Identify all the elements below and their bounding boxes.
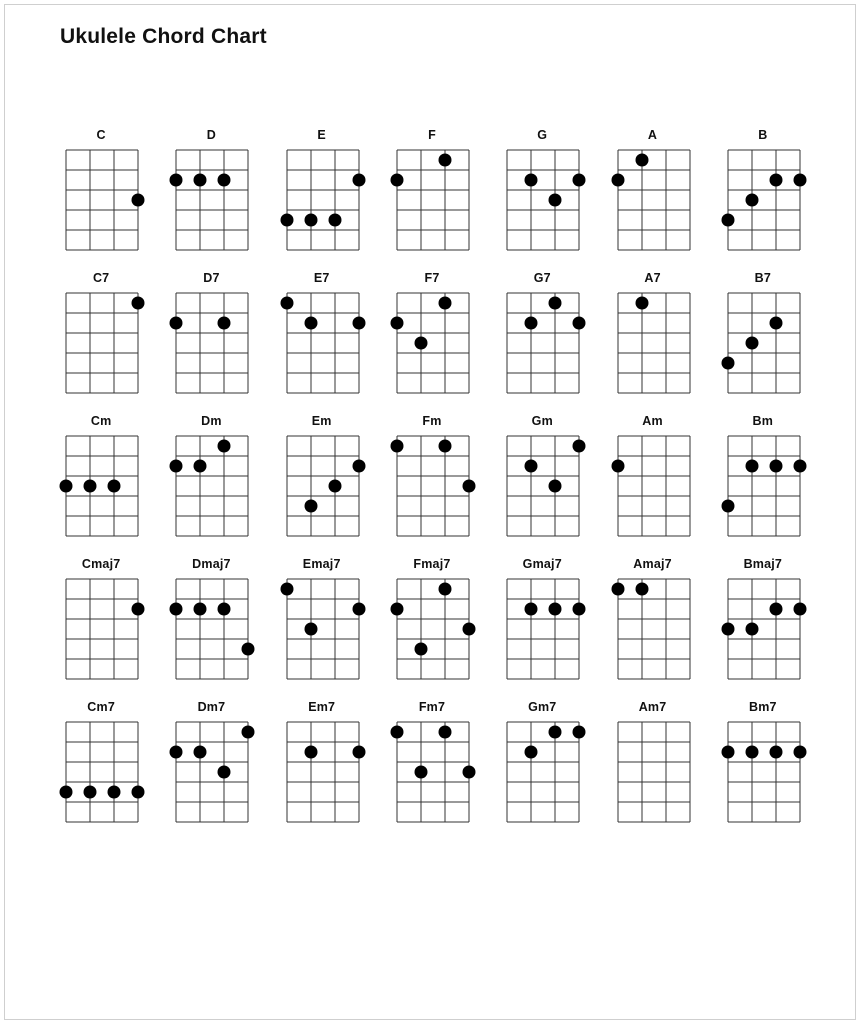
fretboard-lines xyxy=(506,435,580,537)
chord-name: C xyxy=(96,128,106,142)
finger-dot xyxy=(328,214,341,227)
chord-name: Em7 xyxy=(308,700,336,714)
chord-name: Gm7 xyxy=(528,700,557,714)
chord-name: Bm7 xyxy=(748,700,777,714)
chord-diagram xyxy=(46,128,156,249)
fretboard-lines xyxy=(396,721,470,823)
chord-diagram xyxy=(267,557,377,678)
chord-diagram xyxy=(597,700,707,821)
finger-dot xyxy=(525,746,538,759)
chord-diagram xyxy=(267,128,377,249)
finger-dot xyxy=(769,174,782,187)
chord-row xyxy=(46,414,818,535)
fretboard xyxy=(727,578,799,678)
finger-dot xyxy=(793,603,806,616)
fretboard xyxy=(617,149,689,249)
finger-dot xyxy=(745,337,758,350)
fretboard-lines xyxy=(617,149,691,251)
finger-dot xyxy=(280,297,293,310)
finger-dot xyxy=(352,174,365,187)
finger-dot xyxy=(194,460,207,473)
finger-dot xyxy=(390,440,403,453)
fretboard-lines xyxy=(175,721,249,823)
finger-dot xyxy=(438,726,451,739)
chord-name: Bmaj7 xyxy=(743,557,783,571)
chord-name: Cmaj7 xyxy=(81,557,121,571)
fretboard xyxy=(506,578,578,678)
chord-name: Bm xyxy=(752,414,774,428)
chord-name: Cm xyxy=(90,414,112,428)
fretboard-lines xyxy=(175,435,249,537)
chord-name: Dm7 xyxy=(197,700,226,714)
finger-dot xyxy=(170,317,183,330)
fretboard xyxy=(65,149,137,249)
finger-dot xyxy=(304,746,317,759)
fretboard xyxy=(727,292,799,392)
finger-dot xyxy=(462,480,475,493)
chord-diagram xyxy=(597,557,707,678)
fretboard-lines xyxy=(727,292,801,394)
finger-dot xyxy=(573,174,586,187)
fretboard-lines xyxy=(175,292,249,394)
finger-dot xyxy=(525,460,538,473)
finger-dot xyxy=(611,460,624,473)
chord-diagram xyxy=(487,271,597,392)
chord-diagram xyxy=(156,700,266,821)
finger-dot xyxy=(242,726,255,739)
chord-name: Fm xyxy=(422,414,442,428)
finger-dot xyxy=(84,786,97,799)
finger-dot xyxy=(414,643,427,656)
chord-diagram xyxy=(267,271,377,392)
finger-dot xyxy=(390,726,403,739)
finger-dot xyxy=(745,460,758,473)
finger-dot xyxy=(721,357,734,370)
finger-dot xyxy=(438,440,451,453)
chord-diagram xyxy=(487,557,597,678)
chord-name: Emaj7 xyxy=(302,557,341,571)
chord-diagram xyxy=(156,557,266,678)
fretboard-lines xyxy=(506,292,580,394)
finger-dot xyxy=(769,603,782,616)
fretboard xyxy=(175,435,247,535)
finger-dot xyxy=(462,623,475,636)
fretboard xyxy=(175,292,247,392)
chord-name: Amaj7 xyxy=(633,557,672,571)
chord-diagram xyxy=(46,271,156,392)
chord-diagram xyxy=(708,557,818,678)
fretboard-lines xyxy=(65,435,139,537)
chord-diagram xyxy=(708,700,818,821)
fretboard-lines xyxy=(727,721,801,823)
finger-dot xyxy=(194,746,207,759)
finger-dot xyxy=(793,460,806,473)
chord-name: F7 xyxy=(424,271,440,285)
finger-dot xyxy=(132,297,145,310)
fretboard xyxy=(286,292,358,392)
chord-name: D xyxy=(206,128,217,142)
finger-dot xyxy=(745,623,758,636)
finger-dot xyxy=(414,766,427,779)
chord-name: E7 xyxy=(313,271,330,285)
finger-dot xyxy=(352,460,365,473)
finger-dot xyxy=(304,500,317,513)
finger-dot xyxy=(218,603,231,616)
fretboard xyxy=(65,292,137,392)
finger-dot xyxy=(280,583,293,596)
finger-dot xyxy=(573,440,586,453)
finger-dot xyxy=(132,194,145,207)
chord-row xyxy=(46,557,818,678)
fretboard xyxy=(506,292,578,392)
finger-dot xyxy=(218,766,231,779)
fretboard-lines xyxy=(727,435,801,537)
fretboard-lines xyxy=(617,721,691,823)
finger-dot xyxy=(194,174,207,187)
finger-dot xyxy=(170,603,183,616)
chord-name: B7 xyxy=(754,271,772,285)
finger-dot xyxy=(573,603,586,616)
fretboard xyxy=(175,721,247,821)
finger-dot xyxy=(218,440,231,453)
finger-dot xyxy=(390,317,403,330)
finger-dot xyxy=(194,603,207,616)
finger-dot xyxy=(573,726,586,739)
chord-name: Cm7 xyxy=(87,700,115,714)
finger-dot xyxy=(352,746,365,759)
fretboard xyxy=(617,292,689,392)
chord-name: Fmaj7 xyxy=(413,557,451,571)
chord-diagram xyxy=(156,414,266,535)
chord-diagram xyxy=(377,700,487,821)
chord-name: Em xyxy=(311,414,332,428)
chord-diagram xyxy=(708,414,818,535)
finger-dot xyxy=(414,337,427,350)
finger-dot xyxy=(611,583,624,596)
finger-dot xyxy=(549,726,562,739)
chord-diagram xyxy=(267,414,377,535)
fretboard-lines xyxy=(396,435,470,537)
fretboard xyxy=(396,149,468,249)
chord-diagram xyxy=(487,414,597,535)
fretboard xyxy=(617,721,689,821)
finger-dot xyxy=(549,603,562,616)
chord-name: Dmaj7 xyxy=(192,557,231,571)
finger-dot xyxy=(721,500,734,513)
chord-diagram xyxy=(487,700,597,821)
finger-dot xyxy=(721,623,734,636)
finger-dot xyxy=(721,746,734,759)
chord-diagram xyxy=(377,271,487,392)
finger-dot xyxy=(218,174,231,187)
finger-dot xyxy=(769,460,782,473)
fretboard xyxy=(65,721,137,821)
finger-dot xyxy=(573,317,586,330)
finger-dot xyxy=(721,214,734,227)
chord-diagram xyxy=(46,700,156,821)
chord-name: B xyxy=(758,128,768,142)
finger-dot xyxy=(170,460,183,473)
chord-name: Am7 xyxy=(638,700,667,714)
finger-dot xyxy=(304,623,317,636)
fretboard-lines xyxy=(65,149,139,251)
chord-diagram xyxy=(377,414,487,535)
chord-name: Fm7 xyxy=(418,700,446,714)
chord-name: G xyxy=(537,128,548,142)
chord-diagram xyxy=(597,414,707,535)
finger-dot xyxy=(60,786,73,799)
finger-dot xyxy=(242,643,255,656)
chord-name: Gm xyxy=(531,414,553,428)
fretboard xyxy=(286,721,358,821)
fretboard-lines xyxy=(65,292,139,394)
fretboard-lines xyxy=(396,149,470,251)
finger-dot xyxy=(304,317,317,330)
chord-row xyxy=(46,128,818,249)
finger-dot xyxy=(549,480,562,493)
finger-dot xyxy=(280,214,293,227)
fretboard-lines xyxy=(506,149,580,251)
fretboard-lines xyxy=(286,578,360,680)
fretboard-lines xyxy=(617,435,691,537)
fretboard xyxy=(396,578,468,678)
chord-row xyxy=(46,700,818,821)
fretboard xyxy=(65,578,137,678)
fretboard xyxy=(506,149,578,249)
fretboard xyxy=(286,435,358,535)
chord-name: Dm xyxy=(201,414,222,428)
fretboard xyxy=(286,578,358,678)
fretboard xyxy=(727,721,799,821)
chord-diagram xyxy=(46,557,156,678)
finger-dot xyxy=(549,297,562,310)
chord-diagram xyxy=(46,414,156,535)
fretboard-lines xyxy=(396,578,470,680)
chord-diagram xyxy=(377,128,487,249)
fretboard-lines xyxy=(617,578,691,680)
fretboard xyxy=(617,435,689,535)
finger-dot xyxy=(793,746,806,759)
fretboard-lines xyxy=(175,578,249,680)
chord-diagram xyxy=(597,271,707,392)
finger-dot xyxy=(132,603,145,616)
finger-dot xyxy=(745,746,758,759)
chord-diagram xyxy=(267,700,377,821)
chord-diagram xyxy=(156,128,266,249)
finger-dot xyxy=(84,480,97,493)
fretboard xyxy=(396,721,468,821)
fretboard xyxy=(727,435,799,535)
chord-name: Gmaj7 xyxy=(522,557,562,571)
fretboard-lines xyxy=(65,721,139,823)
finger-dot xyxy=(328,480,341,493)
chord-name: E xyxy=(317,128,326,142)
chord-row xyxy=(46,271,818,392)
fretboard-lines xyxy=(286,721,360,823)
fretboard xyxy=(175,578,247,678)
finger-dot xyxy=(170,174,183,187)
fretboard-lines xyxy=(506,721,580,823)
fretboard xyxy=(286,149,358,249)
finger-dot xyxy=(218,317,231,330)
finger-dot xyxy=(769,746,782,759)
fretboard-lines xyxy=(286,435,360,537)
finger-dot xyxy=(635,583,648,596)
fretboard xyxy=(506,721,578,821)
finger-dot xyxy=(132,786,145,799)
chord-name: C7 xyxy=(92,271,110,285)
fretboard-lines xyxy=(65,578,139,680)
chord-diagram xyxy=(487,128,597,249)
finger-dot xyxy=(635,154,648,167)
finger-dot xyxy=(635,297,648,310)
finger-dot xyxy=(769,317,782,330)
finger-dot xyxy=(525,174,538,187)
chord-name: A7 xyxy=(644,271,661,285)
fretboard xyxy=(65,435,137,535)
finger-dot xyxy=(611,174,624,187)
page-title: Ukulele Chord Chart xyxy=(60,25,267,48)
finger-dot xyxy=(390,603,403,616)
chord-name: F xyxy=(428,128,436,142)
finger-dot xyxy=(60,480,73,493)
fretboard-lines xyxy=(286,292,360,394)
finger-dot xyxy=(438,297,451,310)
finger-dot xyxy=(352,603,365,616)
fretboard-lines xyxy=(727,149,801,251)
fretboard xyxy=(175,149,247,249)
chord-diagram xyxy=(597,128,707,249)
fretboard-lines xyxy=(617,292,691,394)
fretboard-lines xyxy=(286,149,360,251)
chord-diagram xyxy=(708,271,818,392)
chord-name: Am xyxy=(642,414,663,428)
fretboard xyxy=(396,435,468,535)
chord-diagram xyxy=(708,128,818,249)
fretboard xyxy=(396,292,468,392)
finger-dot xyxy=(745,194,758,207)
finger-dot xyxy=(108,480,121,493)
finger-dot xyxy=(549,194,562,207)
fretboard xyxy=(506,435,578,535)
chord-name: G7 xyxy=(533,271,551,285)
chord-diagram xyxy=(377,557,487,678)
finger-dot xyxy=(438,583,451,596)
fretboard-lines xyxy=(506,578,580,680)
chord-name: A xyxy=(647,128,658,142)
finger-dot xyxy=(352,317,365,330)
finger-dot xyxy=(525,603,538,616)
finger-dot xyxy=(438,154,451,167)
finger-dot xyxy=(793,174,806,187)
finger-dot xyxy=(108,786,121,799)
chord-diagram xyxy=(156,271,266,392)
finger-dot xyxy=(170,746,183,759)
finger-dot xyxy=(304,214,317,227)
finger-dot xyxy=(390,174,403,187)
finger-dot xyxy=(462,766,475,779)
chord-grid xyxy=(46,128,818,843)
fretboard xyxy=(617,578,689,678)
fretboard xyxy=(727,149,799,249)
fretboard-lines xyxy=(396,292,470,394)
fretboard-lines xyxy=(727,578,801,680)
fretboard-lines xyxy=(175,149,249,251)
chord-name: D7 xyxy=(203,271,220,285)
finger-dot xyxy=(525,317,538,330)
